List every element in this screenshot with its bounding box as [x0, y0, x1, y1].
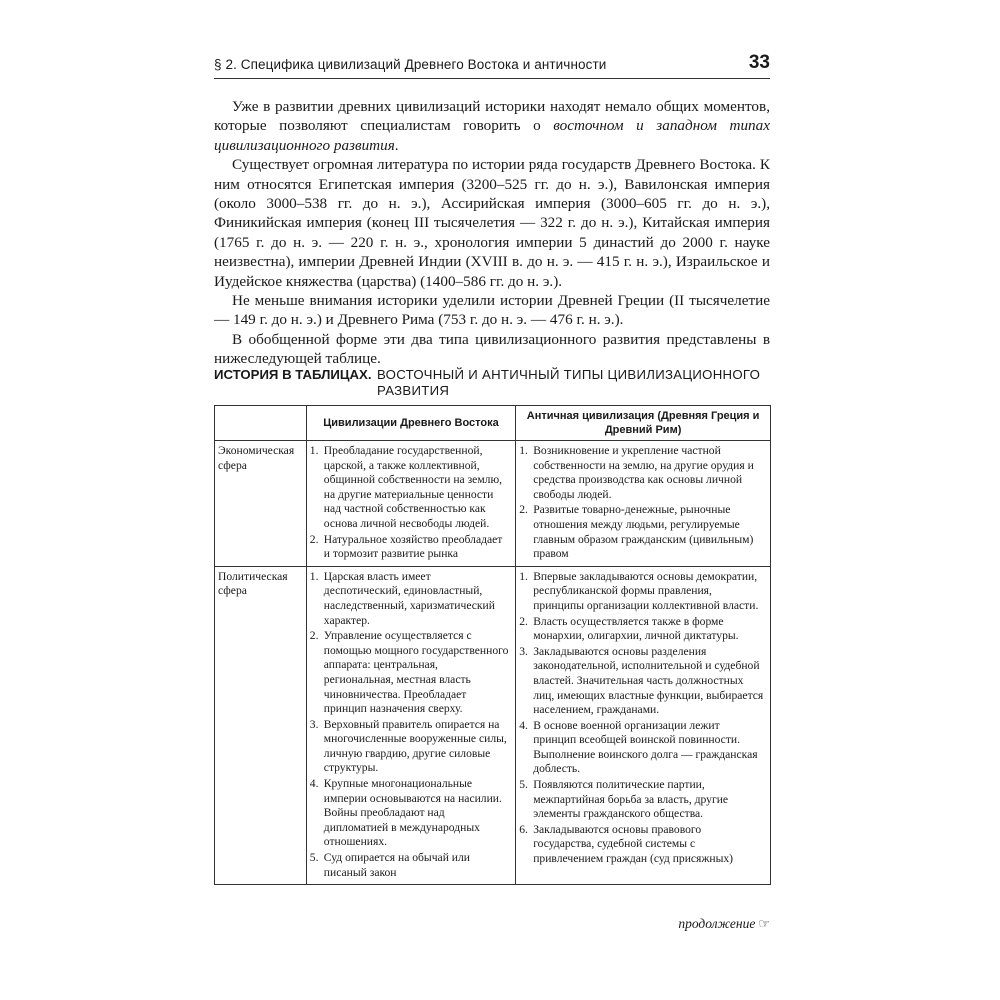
paragraph: Уже в развитии древних цивилизаций историки находят немало общих моментов, которые позволяют специалистам говорить о восточном и западном типах цивилизационного развития.: [214, 98, 770, 154]
paragraph: Существует огромная литература по истории ряда государств Древнего Востока. К ним относятся Египетская империя (3200–525 гг. до н. э.), Вавилонская империя (около 3000–538 гг. до н. э.), Ассирийская империя (3000–605 гг. до н. э.), Финикийская империя (конец III тысячелетия — 322 г. до н. э.), Китайская империя (1765 г. до н. э. — 220 г. н. э., хронология империи 5 династий до 2000 г. науке неизвестна), империи Древней Индии (XVIII в. до н. э. — 415 г. н. э.), Израильское и Иудейское княжества (царства) (1400–586 гг. до н. э.).: [214, 156, 770, 290]
list-item: [519, 645, 764, 718]
east-item-list: [310, 444, 509, 562]
list-item: [519, 823, 764, 867]
item-number: 4.: [519, 718, 528, 732]
list-item: [519, 719, 764, 777]
header-west: Античная цивилизация (Древняя Греция и Древний Рим): [516, 406, 771, 441]
continued-note: [586, 916, 770, 932]
list-item: [310, 718, 509, 776]
paragraph: В обобщенной форме эти два типа цивилизационного развития представлены в нижеследующей таблице.: [214, 330, 770, 368]
item-text: Верховный правитель опирается на многочисленные вооруженные силы, личную гвардию, другие силовые структуры.: [323, 717, 507, 775]
west-item-list: [519, 444, 764, 562]
page-number: 33: [748, 52, 770, 73]
item-text: Царская власть имеет деспотический, единовластный, наследственный, харизматический характер.: [323, 569, 495, 627]
item-number: 1.: [519, 444, 528, 457]
list-item: [310, 570, 509, 628]
list-item: [310, 777, 509, 850]
item-text: Закладываются основы разделения законодательной, исполнительной и судебной властей. Значительная часть должностных лиц, имеющих властные функции, выбирается населением, гражданами.: [533, 644, 764, 717]
table-row: [215, 441, 771, 567]
table-heading: [214, 367, 770, 399]
west-cell: [516, 566, 771, 884]
item-text: Натуральное хозяйство преобладает и тормозит развитие рынка: [323, 532, 503, 561]
header-east: Цивилизации Древнего Востока: [306, 406, 515, 441]
list-item: [519, 444, 764, 502]
item-text: В основе военной организации лежит принцип всеобщей воинской повинности. Выполнение воинского долга — гражданская доблесть.: [533, 718, 758, 776]
item-number: 4.: [309, 777, 319, 791]
list-item: [310, 629, 509, 717]
west-cell: [516, 441, 771, 567]
list-item: [519, 615, 764, 644]
item-text: Преобладание государственной, царской, а также коллективной, общинной собственности на землю, на другие материальные ценности над частной собственностью как основа личной несвободы людей.: [323, 444, 503, 530]
sphere-cell: Политическая сфера: [215, 566, 307, 884]
list-item: [519, 570, 764, 614]
item-text: Суд опирается на обычай или писаный закон: [323, 851, 470, 879]
item-number: 3.: [309, 717, 319, 731]
item-text: Закладываются основы правового государства, судебной системы с привлечением граждан (суд присяжных): [533, 822, 734, 866]
header-sphere: [215, 406, 307, 441]
page-header: [214, 50, 770, 79]
list-item: [310, 444, 509, 532]
item-number: 5.: [309, 851, 319, 865]
item-text: Возникновение и укрепление частной собственности на землю, на другие орудия и средства производства как основы личной свободы людей.: [533, 444, 754, 501]
east-item-list: [310, 570, 509, 880]
item-text: Появляются политические партии, межпартийная борьба за власть, другие элементы гражданского общества.: [533, 778, 729, 821]
paragraph: Не меньше внимания историки уделили истории Древней Греции (II тысячелетие — 149 г. до н. э.) и Древнего Рима (753 г. до н. э. — 476 г. н. э.).: [214, 292, 770, 329]
paragraph-emphasis: восточном и западном типах цивилизационного развития: [214, 117, 770, 154]
item-text: Развитые товарно-денежные, рыночные отношения между людьми, регулируемые главным образом гражданским (цивильным) правом: [533, 503, 754, 561]
item-number: 1.: [309, 444, 319, 457]
item-number: 1.: [309, 569, 319, 583]
list-item: [310, 851, 509, 880]
item-number: 2.: [519, 614, 528, 628]
body-text: [214, 97, 770, 369]
item-number: 5.: [519, 778, 528, 792]
comparison-table: [214, 405, 771, 885]
list-item: [519, 778, 764, 822]
item-text: Власть осуществляется также в форме монархии, олигархии, личной диктатуры.: [533, 614, 739, 643]
item-number: 2.: [519, 503, 528, 517]
item-text: Впервые закладываются основы демократии, республиканской формы правления, принципы организации коллективной власти.: [533, 569, 759, 612]
east-cell: [306, 566, 515, 884]
running-head: § 2. Специфика цивилизаций Древнего Востока и античности: [214, 57, 607, 72]
item-text: Крупные многонациональные империи основываются на насилии. Войны преобладают над дипломатией в международных отношениях.: [323, 777, 502, 849]
sphere-cell: Экономическая сфера: [215, 441, 307, 567]
table-header-row: [215, 406, 771, 441]
item-number: 3.: [519, 644, 528, 658]
pointing-hand-icon: ☞: [758, 916, 770, 931]
table-row: [215, 566, 771, 884]
item-number: 6.: [519, 822, 528, 836]
table-heading-title: ВОСТОЧНЫЙ И АНТИЧНЫЙ ТИПЫ ЦИВИЛИЗАЦИОННОГО РАЗВИТИЯ: [377, 367, 761, 398]
list-item: [310, 533, 509, 562]
table-heading-label: ИСТОРИЯ В ТАБЛИЦАХ.: [214, 367, 372, 382]
item-number: 1.: [519, 569, 528, 583]
list-item: [519, 503, 764, 561]
item-text: Управление осуществляется с помощью мощного государственного аппарата: центральная, региональная, местная власть чиновничества. Преобладает принцип назначения сверху.: [323, 629, 509, 716]
continued-label: продолжение: [678, 916, 756, 931]
west-item-list: [519, 570, 764, 867]
east-cell: [306, 441, 515, 567]
item-number: 2.: [309, 532, 319, 546]
item-number: 2.: [309, 629, 319, 643]
